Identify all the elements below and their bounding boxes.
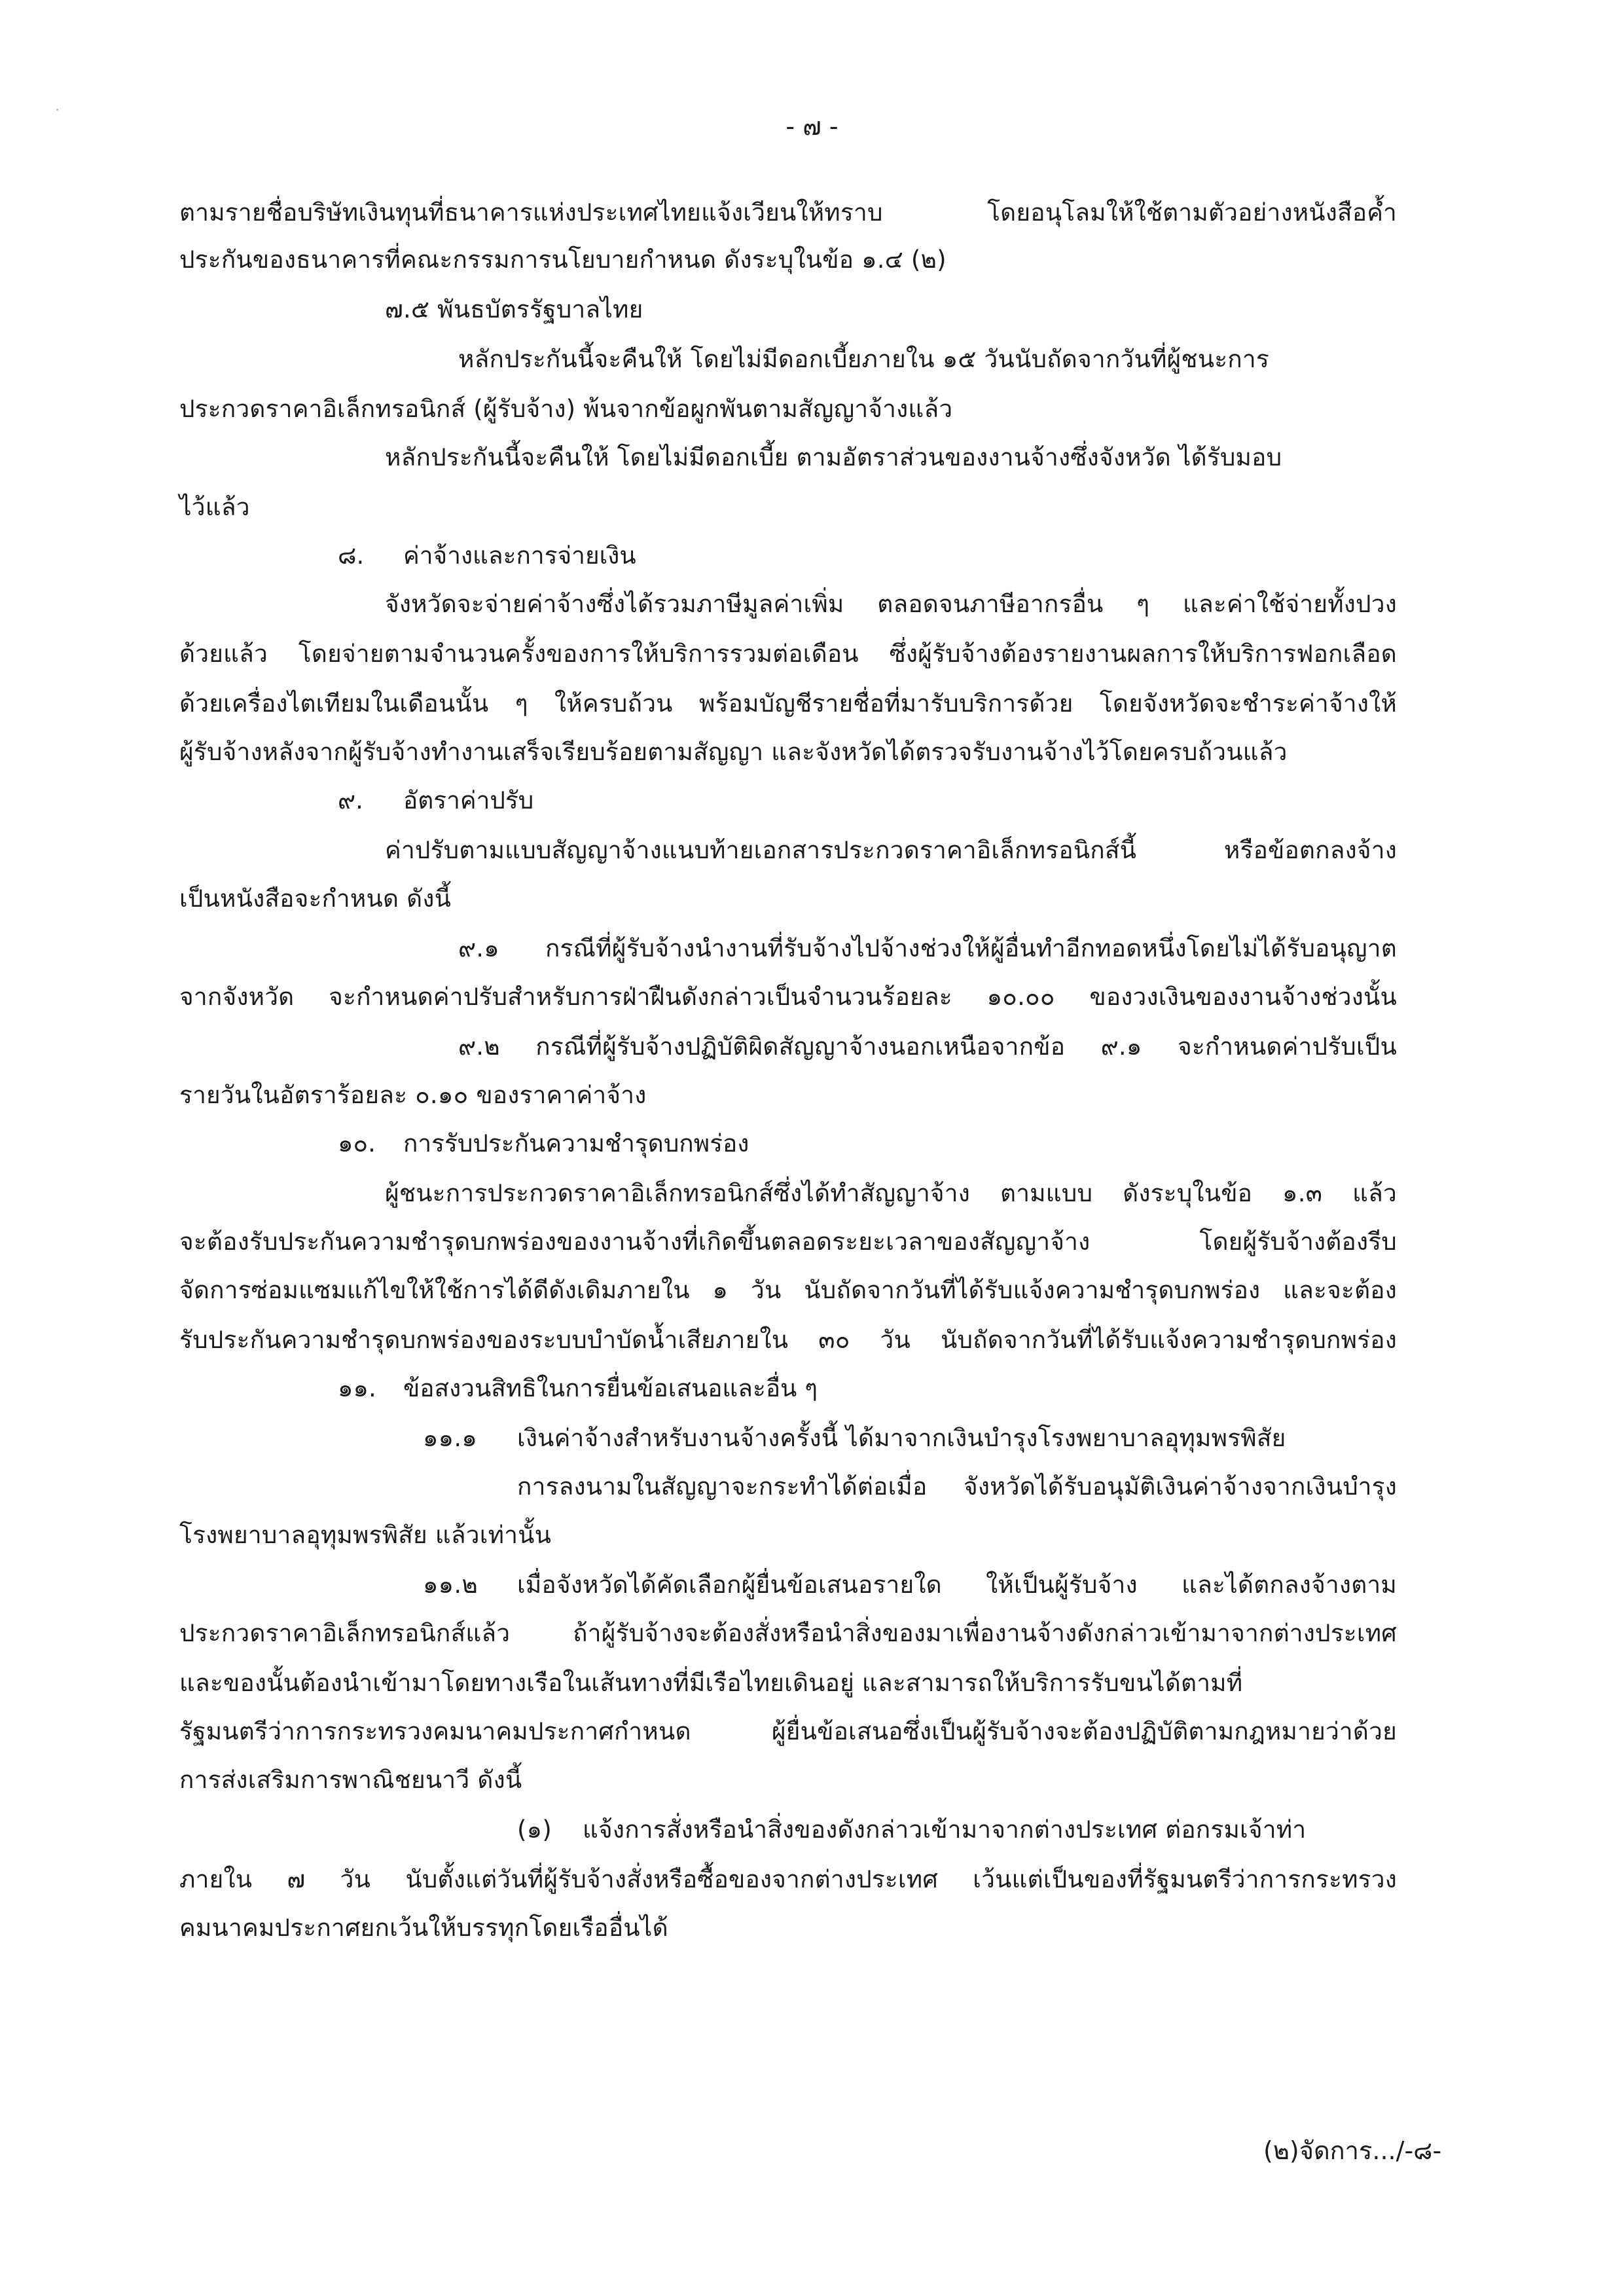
sec10-line1: ผู้ชนะการประกวดราคาอิเล็กทรอนิกส์ซึ่งได้ทำสัญญาจ้าง ตามแบบ ดังระบุในข้อ ๑.๓ แล้ว [385, 1179, 1397, 1207]
sec11-item1-line2: การลงนามในสัญญาจะกระทำได้ต่อเมื่อ จังหวัดได้รับอนุมัติเงินค่าจ้างจากเงินบำรุง [517, 1472, 1397, 1501]
page-number: - ๗ - [785, 112, 839, 141]
sec11-item1-line3: โรงพยาบาลอุทุมพรพิสัย แล้วเท่านั้น [179, 1521, 552, 1549]
sec7-item-7-5: ๗.๕ พันธบัตรรัฐบาลไทย [385, 295, 643, 323]
sec9-heading [338, 784, 533, 817]
sec7-cont-line2: ประกันของธนาคารที่คณะกรรมการนโยบายกำหนด ดังระบุในข้อ ๑.๔ (๒) [179, 246, 947, 274]
sec9-item2-line2: รายวันในอัตราร้อยละ ๐.๑๐ ของราคาค่าจ้าง [179, 1081, 647, 1109]
sec11-sub1-number: (๑) [517, 1815, 552, 1844]
sec11-item2-line1: เมื่อจังหวัดได้คัดเลือกผู้ยื่นข้อเสนอรายใด ให้เป็นผู้รับจ้าง และได้ตกลงจ้างตาม [517, 1571, 1397, 1599]
sec11-item2-line4: รัฐมนตรีว่าการกระทรวงคมนาคมประกาศกำหนด ผู้ยื่นข้อเสนอซึ่งเป็นผู้รับจ้างจะต้องปฏิบัติตามกฎหมายว่าด้วย [179, 1717, 1397, 1745]
sec8-line2: ด้วยแล้ว โดยจ่ายตามจำนวนครั้งของการให้บริการรวมต่อเดือน ซึ่งผู้รับจ้างต้องรายงานผลการให้บริการฟอกเลือด [179, 640, 1397, 668]
sec11-item2-number: ๑๑.๒ [423, 1571, 478, 1599]
sec9-item2-line1: ๙.๒ กรณีที่ผู้รับจ้างปฏิบัติผิดสัญญาจ้างนอกเหนือจากข้อ ๙.๑ จะกำหนดค่าปรับเป็น [458, 1032, 1397, 1061]
sec9-item1-line2: จากจังหวัด จะกำหนดค่าปรับสำหรับการฝ่าฝืนดังกล่าวเป็นจำนวนร้อยละ ๑๐.๐๐ ของวงเงินของงานจ้างช่วงนั้น [179, 983, 1397, 1011]
sec8-line1: จังหวัดจะจ่ายค่าจ้างซึ่งได้รวมภาษีมูลค่าเพิ่ม ตลอดจนภาษีอากรอื่น ๆ และค่าใช้จ่ายทั้งปวง [385, 590, 1397, 618]
sec9-line1: ค่าปรับตามแบบสัญญาจ้างแนบท้ายเอกสารประกวดราคาอิเล็กทรอนิกส์นี้ หรือข้อตกลงจ้าง [385, 836, 1397, 864]
sec7-cont-line1: ตามรายชื่อบริษัทเงินทุนที่ธนาคารแห่งประเทศไทยแจ้งเวียนให้ทราบ โดยอนุโลมให้ใช้ตามตัวอย่างหนังสือค้ำ [179, 198, 1397, 227]
sec10-line4: รับประกันความชำรุดบกพร่องของระบบบำบัดน้ำเสียภายใน ๓๐ วัน นับถัดจากวันที่ได้รับแจ้งความชำรุดบกพร่อง [179, 1326, 1397, 1354]
sec11-heading [338, 1372, 818, 1405]
sec8-line4: ผู้รับจ้างหลังจากผู้รับจ้างทำงานเสร็จเรียบร้อยตามสัญญา และจังหวัดได้ตรวจรับงานจ้างไว้โดยครบถ้วนแล้ว [179, 738, 1288, 766]
sec7-refund2-line2: ไว้แล้ว [179, 493, 250, 521]
sec9-title: อัตราค่าปรับ [403, 786, 534, 814]
sec9-number: ๙. [338, 786, 363, 814]
sec11-title: ข้อสงวนสิทธิในการยื่นข้อเสนอและอื่น ๆ [403, 1374, 818, 1402]
sec11-sub1-line3: คมนาคมประกาศยกเว้นให้บรรทุกโดยเรืออื่นได้ [179, 1914, 668, 1942]
sec10-heading [338, 1127, 749, 1160]
sec8-number: ๘. [338, 541, 365, 570]
sec11-item1-line1: เงินค่าจ้างสำหรับงานจ้างครั้งนี้ ได้มาจากเงินบำรุงโรงพยาบาลอุทุมพรพิสัย [517, 1424, 1286, 1452]
sec11-item2-line5: การส่งเสริมการพาณิชยนาวี ดังนี้ [179, 1766, 522, 1794]
sec11-number: ๑๑. [338, 1374, 376, 1402]
sec11-item2-line3: และของนั้นต้องนำเข้ามาโดยทางเรือในเส้นทางที่มีเรือไทยเดินอยู่ และสามารถให้บริการรับขนได้ตามที่ [179, 1669, 1243, 1697]
sec11-sub1-line1: แจ้งการสั่งหรือนำสิ่งของดังกล่าวเข้ามาจากต่างประเทศ ต่อกรมเจ้าท่า [583, 1815, 1307, 1844]
sec7-refund-line2: ประกวดราคาอิเล็กทรอนิกส์ (ผู้รับจ้าง) พ้นจากข้อผูกพันตามสัญญาจ้างแล้ว [179, 395, 953, 423]
sec10-title: การรับประกันความชำรุดบกพร่อง [403, 1129, 749, 1157]
sec10-line3: จัดการซ่อมแซมแก้ไขให้ใช้การได้ดีดังเดิมภายใน ๑ วัน นับถัดจากวันที่ได้รับแจ้งความชำรุดบกพร่อง และจะต้อง [179, 1276, 1397, 1304]
sec7-refund2-line1: หลักประกันนี้จะคืนให้ โดยไม่มีดอกเบี้ย ตามอัตราส่วนของงานจ้างซึ่งจังหวัด ได้รับมอบ [385, 443, 1282, 471]
sec11-sub1-line2: ภายใน ๗ วัน นับตั้งแต่วันที่ผู้รับจ้างสั่งหรือซื้อของจากต่างประเทศ เว้นแต่เป็นของที่รัฐมนตรีว่าการกระทรวง [179, 1865, 1397, 1893]
sec9-line2: เป็นหนังสือจะกำหนด ดังนี้ [179, 884, 452, 913]
sec9-item1-line1: ๙.๑ กรณีที่ผู้รับจ้างนำงานที่รับจ้างไปจ้างช่วงให้ผู้อื่นทำอีกทอดหนึ่งโดยไม่ได้รับอนุญาต [458, 934, 1397, 962]
sec11-item1-number: ๑๑.๑ [423, 1424, 478, 1452]
sec11-item2-line2: ประกวดราคาอิเล็กทรอนิกส์แล้ว ถ้าผู้รับจ้างจะต้องสั่งหรือนำสิ่งของมาเพื่องานจ้างดังกล่าวเข้ามาจากต่างประเทศ [179, 1619, 1397, 1647]
sec8-heading [338, 539, 636, 572]
next-page-marker: (๒)จัดการ.../-๘- [1263, 2136, 1442, 2165]
sec10-line2: จะต้องรับประกันความชำรุดบกพร่องของงานจ้างที่เกิดขึ้นตลอดระยะเวลาของสัญญาจ้าง โดยผู้รับจ้างต้องรีบ [179, 1228, 1397, 1256]
sec8-title: ค่าจ้างและการจ่ายเงิน [403, 541, 636, 570]
sec7-refund-line1: หลักประกันนี้จะคืนให้ โดยไม่มีดอกเบี้ยภายใน ๑๕ วันนับถัดจากวันที่ผู้ชนะการ [458, 345, 1269, 373]
sec8-line3: ด้วยเครื่องไตเทียมในเดือนนั้น ๆ ให้ครบถ้วน พร้อมบัญชีรายชื่อที่มารับบริการด้วย โดยจังหวัดจะชำระค่าจ้างให้ [179, 689, 1397, 718]
sec10-number: ๑๐. [338, 1129, 376, 1157]
